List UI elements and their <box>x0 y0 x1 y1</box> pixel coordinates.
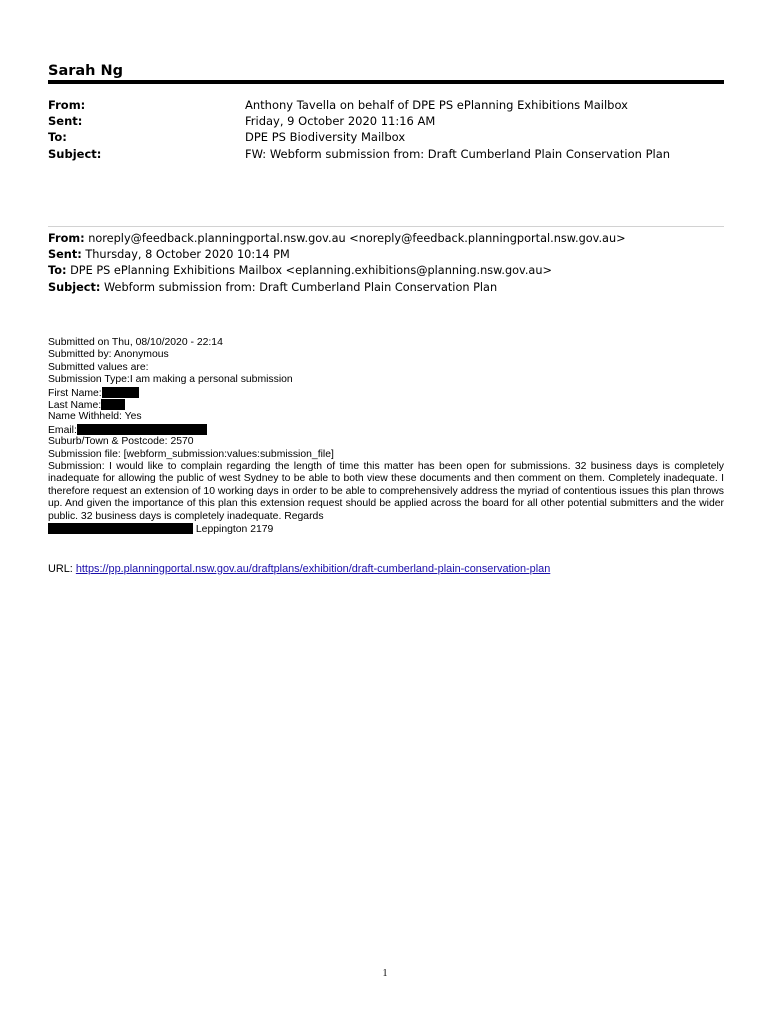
forwarded-header <box>48 231 738 296</box>
signoff-suffix: Leppington 2179 <box>195 523 274 535</box>
redaction-box <box>101 399 125 410</box>
sent-value: Friday, 9 October 2020 11:16 AM <box>245 114 436 129</box>
from-value: Anthony Tavella on behalf of DPE PS ePlanning Exhibitions Mailbox <box>245 98 628 112</box>
forwarded-sent-row <box>48 247 738 263</box>
redaction-box <box>48 523 193 534</box>
to-value: DPE PS Biodiversity Mailbox <box>245 130 406 145</box>
first-name-label: First Name: <box>48 387 102 399</box>
header-sent-row <box>48 113 724 129</box>
forwarded-to-value: DPE PS ePlanning Exhibitions Mailbox <eplanning.exhibitions@planning.nsw.gov.au> <box>70 264 552 278</box>
signoff-row <box>48 523 738 535</box>
header-divider <box>48 80 724 84</box>
submission-body <box>48 337 738 535</box>
submission-text: Submission: I would like to complain regarding the length of time this matter has been open for submissions. 32 business days is completely inadequate for allowing the public of west Sydney to be able to both view these documents and then comment on them. Completely inadequate. I therefore request an extension of 10 working days in order to be able to comprehensively address the myriad of contentious issues this plan throws up. And given the importance of this plan this extension request should be applied across the board for all other potential submitters and the wider public. 32 business days is completely inadequate. Regards <box>48 460 724 522</box>
page-number: 1 <box>382 968 388 979</box>
redaction-box <box>102 387 139 398</box>
email-label: Email: <box>48 424 77 436</box>
subject-label: Subject: <box>48 146 102 161</box>
url-label: URL: <box>48 563 73 575</box>
forwarded-from-row <box>48 231 738 247</box>
subject-value: FW: Webform submission from: Draft Cumberland Plain Conservation Plan <box>245 146 671 161</box>
forwarded-subject-label: Subject: <box>48 280 101 294</box>
submitted-values-heading: Submitted values are: <box>48 361 149 373</box>
forwarded-to-row <box>48 263 738 279</box>
name-withheld: Name Withheld: Yes <box>48 411 142 423</box>
suburb-postcode: Suburb/Town & Postcode: 2570 <box>48 436 194 448</box>
redaction-box <box>77 424 207 435</box>
email-header <box>48 97 724 162</box>
email-row <box>48 424 738 436</box>
submitted-on: Submitted on Thu, 08/10/2020 - 22:14 <box>48 337 223 348</box>
header-to-row <box>48 129 724 145</box>
url-row <box>48 563 550 575</box>
from-label: From: <box>48 98 86 112</box>
last-name-row <box>48 399 738 411</box>
last-name-label: Last Name: <box>48 399 102 411</box>
header-from-row <box>48 97 724 113</box>
forwarded-subject-value: Webform submission from: Draft Cumberland Plain Conservation Plan <box>104 280 498 294</box>
forwarded-sent-label: Sent: <box>48 248 82 262</box>
url-link[interactable]: https://pp.planningportal.nsw.gov.au/draftplans/exhibition/draft-cumberland-plain-conservation-plan <box>75 563 551 575</box>
to-label: To: <box>48 130 67 145</box>
forwarded-subject-row <box>48 280 738 296</box>
mailbox-owner-name: Sarah Ng <box>48 63 124 79</box>
forward-divider <box>48 226 724 227</box>
forwarded-from-value: noreply@feedback.planningportal.nsw.gov.au <noreply@feedback.planningportal.nsw.gov.au> <box>88 232 626 245</box>
forwarded-to-label: To: <box>48 264 67 278</box>
submitted-by: Submitted by: Anonymous <box>48 349 169 361</box>
first-name-row <box>48 387 738 399</box>
forwarded-sent-value: Thursday, 8 October 2020 10:14 PM <box>85 248 290 262</box>
header-subject-row <box>48 146 724 162</box>
sent-label: Sent: <box>48 114 83 129</box>
submission-file: Submission file: [webform_submission:values:submission_file] <box>48 448 334 460</box>
forwarded-from-label: From: <box>48 232 85 245</box>
submission-type: Submission Type:I am making a personal submission <box>48 374 293 386</box>
